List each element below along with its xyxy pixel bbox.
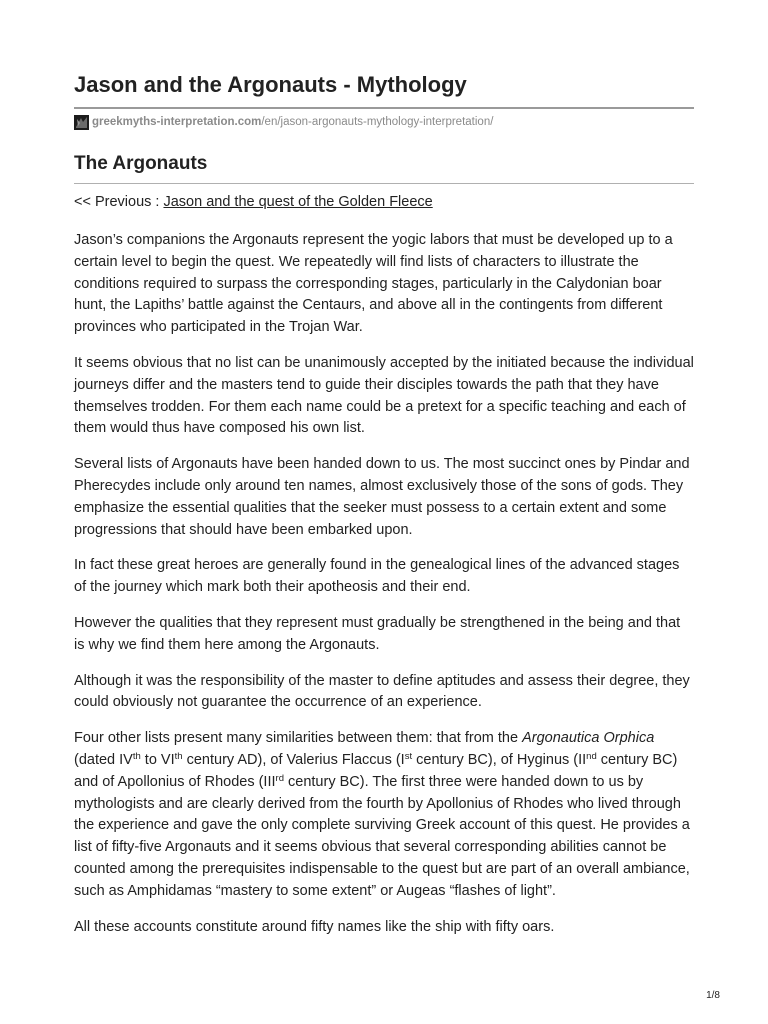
paragraph-1: Jason’s companions the Argonauts represent the yogic labors that must be developed up to a certain level to begin the quest. We repeatedly will find lists of characters to illustrate the conditions required to surpass the corresponding stages, particularly in the Calydonian boar hunt, the Lapiths’ battle against the Centaurs, and above all in the contingents from different provinces who participated in the Trojan War. bbox=[74, 232, 673, 336]
p7-text: century BC) and of Apollonius of Rhodes (III bbox=[74, 751, 678, 790]
source-path[interactable]: /en/jason-argonauts-mythology-interpretation/ bbox=[261, 116, 494, 128]
page-title: Jason and the Argonauts - Mythology bbox=[74, 72, 467, 97]
site-logo-icon bbox=[74, 115, 89, 130]
p7-text: century AD), of Valerius Flaccus (I bbox=[182, 751, 405, 768]
section-title: The Argonauts bbox=[74, 153, 208, 174]
p7-superscript: nd bbox=[586, 750, 597, 762]
p7-italic-title: Argonautica Orphica bbox=[522, 730, 655, 747]
paragraph-8: All these accounts constitute around fifty names like the ship with fifty oars. bbox=[74, 918, 555, 935]
previous-nav bbox=[74, 192, 433, 213]
p7-superscript: st bbox=[404, 750, 413, 762]
paragraph-4: In fact these great heroes are generally found in the genealogical lines of the advanced stages of the journey which mark both their apotheosis and their end. bbox=[74, 557, 680, 596]
source-host[interactable]: greekmyths-interpretation.com bbox=[92, 116, 262, 128]
p7-superscript: rd bbox=[275, 772, 284, 784]
paragraph-2: It seems obvious that no list can be unanimously accepted by the initiated because the individual journeys differ and the masters tend to guide their disciples towards the path that they have themselves trodden. For them each name could be a pretext for a specific teaching and each of them would thus have composed his own list. bbox=[74, 354, 694, 437]
p7-text: to VI bbox=[140, 751, 175, 768]
previous-prefix: << Previous : bbox=[74, 194, 164, 210]
source-url[interactable] bbox=[74, 114, 493, 130]
p7-text: (dated IV bbox=[74, 751, 133, 768]
p7-superscript: th bbox=[132, 750, 141, 762]
paragraph-6: Although it was the responsibility of the master to define aptitudes and assess their degree, they could obviously not guarantee the occurrence of an experience. bbox=[74, 672, 690, 711]
title-divider bbox=[74, 107, 694, 109]
paragraph-3: Several lists of Argonauts have been handed down to us. The most succinct ones by Pindar and Pherecydes include only around ten names, almost exclusively those of the sons of gods. They emphasize the essential qualities that the seeker must possess to a certain extent and some progressions that should have been embarked upon. bbox=[74, 456, 690, 538]
paragraph-5: However the qualities that they represent must gradually be strengthened in the being and that is why we find them here among the Argonauts. bbox=[74, 614, 681, 653]
p7-text: Four other lists present many similarities between them: that from the bbox=[74, 730, 523, 747]
article-body bbox=[74, 230, 694, 952]
previous-link[interactable]: Jason and the quest of the Golden Fleece bbox=[163, 194, 433, 210]
p7-text: century BC), of Hyginus (II bbox=[412, 751, 587, 768]
paragraph-7 bbox=[74, 728, 694, 902]
section-divider bbox=[74, 183, 694, 184]
p7-text: century BC). The first three were handed down to us by mythologists and are clearly derived from the fourth by Apollonius of Rhodes who lived through the experience and gave the only complete surviving Greek account of this quest. He provides a list of fifty-five Argonauts and it seems obvious that several corresponding abilities cannot be counted among the prerequisites indispensable to the quest but are part of an overall ambiance, such as Amphidamas “mastery to some extent” or Augeas “flashes of light”. bbox=[74, 773, 690, 899]
page-number: 1/8 bbox=[706, 990, 720, 1001]
p7-superscript: th bbox=[174, 750, 183, 762]
